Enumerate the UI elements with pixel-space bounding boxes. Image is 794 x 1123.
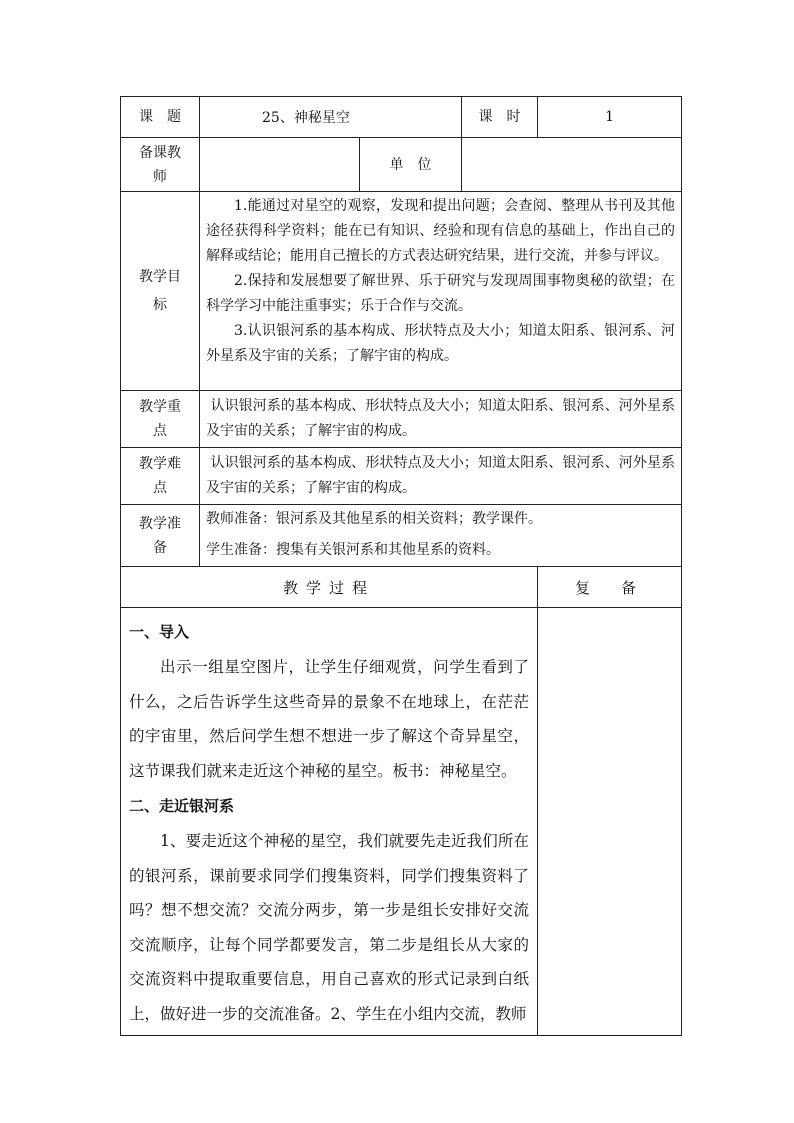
key-points-content bbox=[200, 391, 682, 448]
section-1-text: 出示一组星空图片，让学生仔细观赏，问学生看到了什么，之后告诉学生这些奇异的景象不在地球上，在茫茫的宇宙里，然后问学生想不想进一步了解这个奇异星空，这节课我们就来走近这个神秘的星空。板书：神秘星空。 bbox=[129, 658, 530, 780]
preparation-label: 教学准备 bbox=[121, 505, 200, 567]
difficulties-row bbox=[121, 448, 682, 505]
hours-label: 课 时 bbox=[462, 97, 538, 138]
review-header: 复 备 bbox=[538, 567, 682, 608]
teacher-row bbox=[121, 138, 682, 192]
preparation-row bbox=[121, 505, 682, 567]
section-2-title: 二、走近银河系 bbox=[129, 797, 235, 815]
hours-value: 1 bbox=[538, 97, 682, 138]
goals-row bbox=[121, 192, 682, 391]
key-points-label: 教学重点 bbox=[121, 391, 200, 448]
teacher-value bbox=[200, 138, 360, 192]
process-header-row bbox=[121, 567, 682, 608]
goals-label: 教学目标 bbox=[121, 192, 200, 391]
section-2-text: 1、要走近这个神秘的星空，我们就要先走近我们所在的银河系，课前要求同学们搜集资料，同学们搜集资料了吗？想不想交流？交流分两步，第一步是组长安排好交流交流顺序，让每个同学都要发言，第二步是组长从大家的交流资料中提取重要信息，用自己喜欢的形式记录到白纸上，做好进一步的交流准备。2、学生在小组内交流，教师 bbox=[129, 832, 530, 1023]
goal-item-1: 1.能通过对星空的观察，发现和提出问题；会查阅、整理从书刊及其他途径获得科学资料；能在已有知识、经验和现有信息的基础上，作出自己的解释或结论；能用自己擅长的方式表达研究结果，进行交流，并参与评议。 bbox=[206, 198, 676, 264]
review-column bbox=[538, 608, 682, 1036]
preparation-content bbox=[200, 505, 682, 567]
lesson-plan-table bbox=[120, 96, 682, 1036]
key-points-row bbox=[121, 391, 682, 448]
unit-value bbox=[462, 138, 682, 192]
topic-label: 课 题 bbox=[121, 97, 200, 138]
topic-value: 25、神秘星空 bbox=[200, 97, 462, 138]
preparation-student: 学生准备：搜集有关银河系和其他星系的资料。 bbox=[206, 542, 500, 558]
key-points-text: 认识银河系的基本构成、形状特点及大小；知道太阳系、银河系、河外星系及宇宙的关系；了解宇宙的构成。 bbox=[206, 398, 676, 439]
goal-item-2: 2.保持和发展想要了解世界、乐于研究与发现周围事物奥秘的欲望；在科学学习中能注重事实；乐于合作与交流。 bbox=[206, 273, 676, 314]
preparation-teacher: 教师准备：银河系及其他星系的相关资料；教学课件。 bbox=[206, 511, 542, 527]
goal-item-3: 3.认识银河系的基本构成、形状特点及大小；知道太阳系、银河系、河外星系及宇宙的关系；了解宇宙的构成。 bbox=[206, 323, 676, 364]
process-header: 教学过程 bbox=[121, 567, 538, 608]
difficulties-text: 认识银河系的基本构成、形状特点及大小；知道太阳系、银河系、河外星系及宇宙的关系；了解宇宙的构成。 bbox=[206, 455, 676, 496]
process-body bbox=[121, 608, 538, 1036]
teacher-label: 备课教师 bbox=[121, 138, 200, 192]
difficulties-content bbox=[200, 448, 682, 505]
process-body-row bbox=[121, 608, 682, 1036]
section-1-title: 一、导入 bbox=[129, 623, 190, 641]
header-row bbox=[121, 97, 682, 138]
unit-label: 单 位 bbox=[360, 138, 462, 192]
goals-content bbox=[200, 192, 682, 391]
difficulties-label: 教学难点 bbox=[121, 448, 200, 505]
